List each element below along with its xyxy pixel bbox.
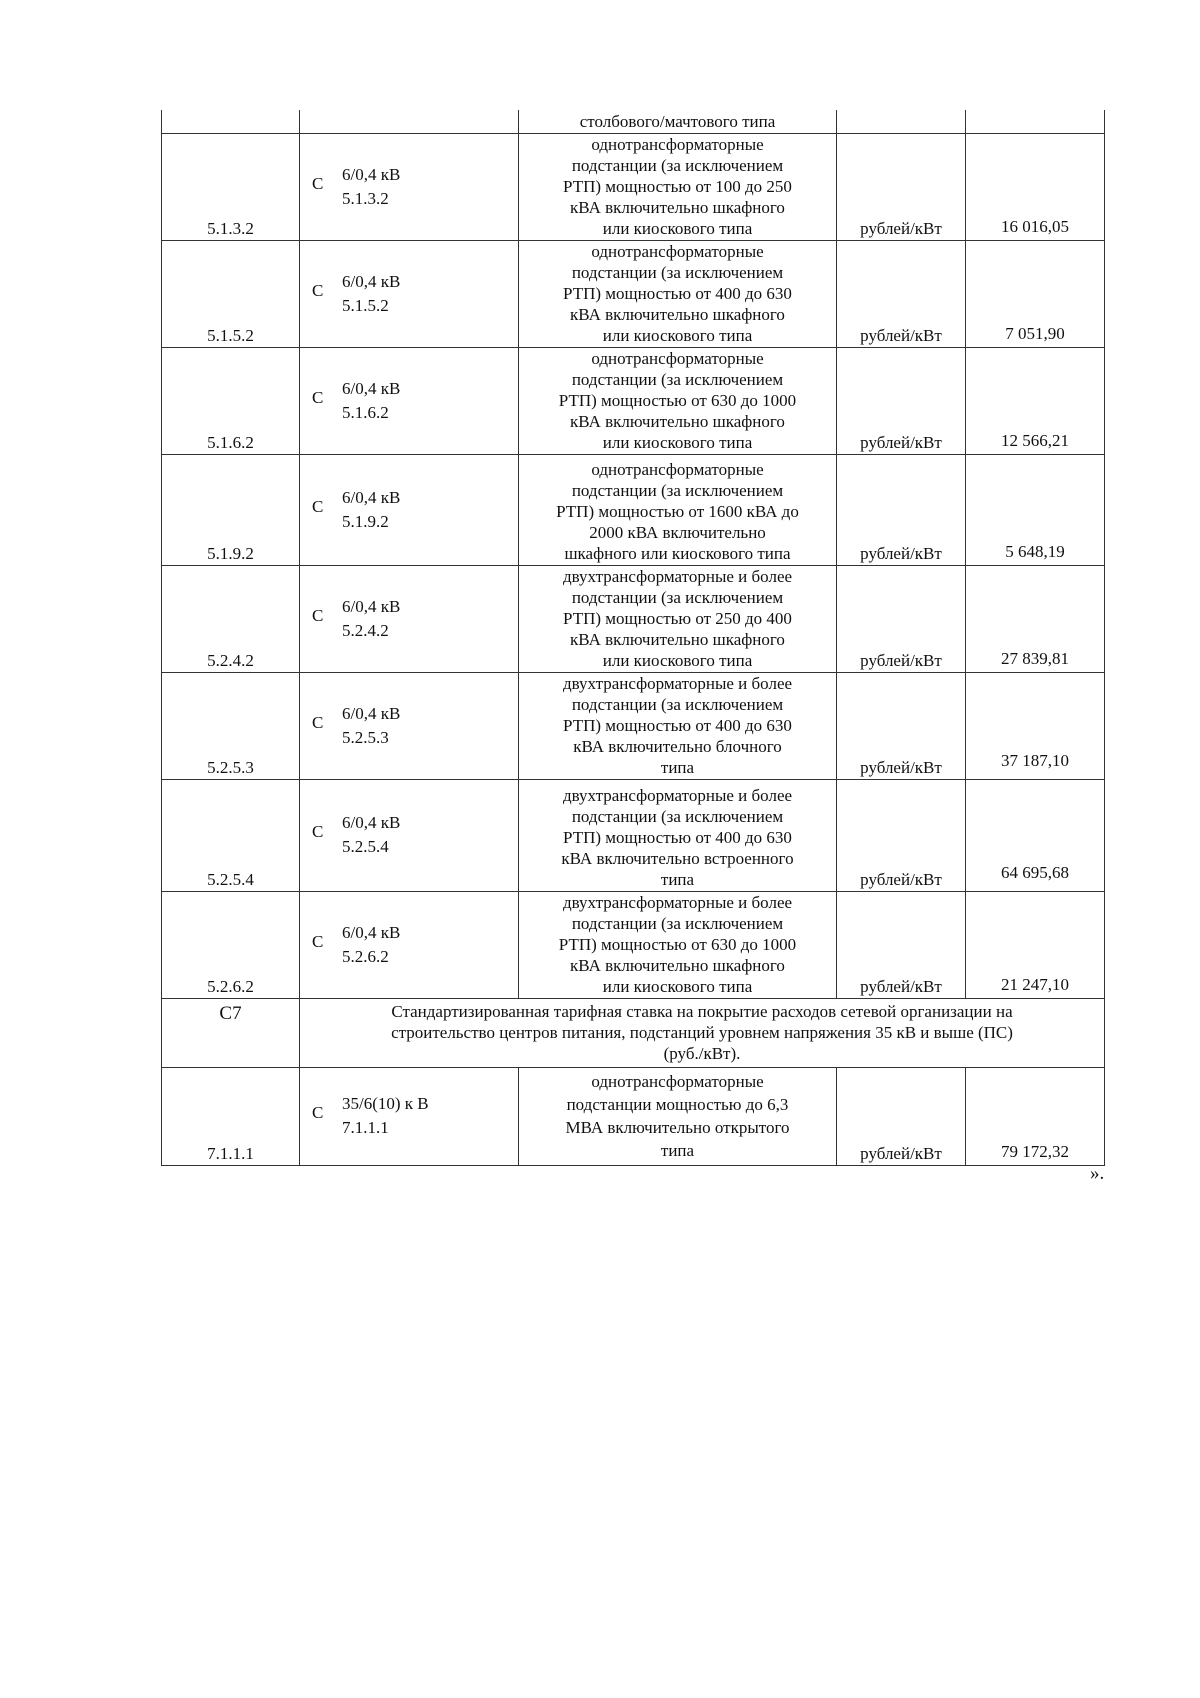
code-letter: С <box>312 931 324 951</box>
code-letter: С <box>312 173 324 193</box>
unit-cell: рублей/кВт <box>837 133 966 240</box>
code-cell <box>300 133 519 240</box>
description-line: двухтрансформаторные и более <box>562 566 793 586</box>
row-number: 5.2.6.2 <box>162 891 300 998</box>
code-letter: С <box>312 280 324 300</box>
row-number: 5.1.9.2 <box>162 454 300 565</box>
description-line: двухтрансформаторные и более <box>562 785 793 805</box>
description-line: или киоскового типа <box>602 650 753 670</box>
subcode-label: 5.2.5.3 <box>342 727 389 747</box>
voltage-label: 6/0,4 кВ <box>342 271 401 291</box>
subcode-label: 5.2.6.2 <box>342 946 389 966</box>
unit-cell: рублей/кВт <box>837 672 966 779</box>
description-line: РТП) мощностью от 250 до 400 <box>563 608 792 628</box>
value-cell: 79 172,32 <box>966 1067 1105 1165</box>
description-line: РТП) мощностью от 400 до 630 <box>563 715 792 735</box>
table-row <box>162 1067 1105 1165</box>
description-line: подстанции (за исключением <box>571 694 784 714</box>
description-line: однотрансформаторные <box>591 348 764 368</box>
table-cell-empty <box>966 110 1105 133</box>
table-row <box>162 891 1105 998</box>
description-line: кВА включительно шкафного <box>570 411 785 431</box>
code-cell <box>300 347 519 454</box>
unit-cell: рублей/кВт <box>837 891 966 998</box>
description-line: типа <box>660 1140 695 1160</box>
description-line: подстанции (за исключением <box>571 369 784 389</box>
description-line: подстанции (за исключением <box>571 587 784 607</box>
description-line: МВА включительно открытого <box>565 1117 790 1137</box>
description-cell <box>519 133 837 240</box>
description-line: кВА включительно шкафного <box>570 304 785 324</box>
description-line: подстанции (за исключением <box>571 480 784 500</box>
unit-cell: рублей/кВт <box>837 565 966 672</box>
row-number: 5.1.5.2 <box>162 240 300 347</box>
code-letter: С <box>312 822 324 841</box>
closing-quote-mark: ». <box>1090 1163 1105 1184</box>
code-cell <box>300 565 519 672</box>
table-row <box>162 565 1105 672</box>
subcode-label: 5.1.5.2 <box>342 295 389 315</box>
description-line: кВА включительно шкафного <box>570 629 785 649</box>
unit-cell: рублей/кВт <box>837 240 966 347</box>
code-cell <box>300 672 519 779</box>
subcode-label: 5.1.3.2 <box>342 188 389 208</box>
description-line: столбового/мачтового типа <box>579 111 776 131</box>
subcode-label: 5.1.9.2 <box>342 511 389 531</box>
table-row <box>162 779 1105 891</box>
description-line: или киоскового типа <box>602 218 753 238</box>
code-cell <box>300 1067 519 1165</box>
table-row <box>162 240 1105 347</box>
code-letter: С <box>312 1103 324 1122</box>
description-line: подстанции мощностью до 6,3 <box>566 1094 789 1114</box>
description-line: типа <box>660 757 695 777</box>
description-line: РТП) мощностью от 400 до 630 <box>563 827 792 847</box>
description-cell <box>519 565 837 672</box>
value-cell: 37 187,10 <box>966 672 1105 779</box>
description-line: типа <box>660 869 695 889</box>
description-line: или киоскового типа <box>602 325 753 345</box>
tariff-table <box>161 110 1105 1166</box>
table-cell-empty <box>300 110 519 133</box>
row-number: 5.1.3.2 <box>162 133 300 240</box>
value-cell: 16 016,05 <box>966 133 1105 240</box>
table-row <box>162 454 1105 565</box>
description-line: однотрансформаторные <box>591 134 764 154</box>
description-cell <box>519 110 837 133</box>
table-cell-empty <box>162 110 300 133</box>
description-line: двухтрансформаторные и более <box>562 892 793 912</box>
description-line: РТП) мощностью от 100 до 250 <box>563 176 792 196</box>
description-line: подстанции (за исключением <box>571 806 784 826</box>
description-line: кВА включительно шкафного <box>570 955 785 975</box>
description-line: РТП) мощностью от 1600 кВА до <box>556 501 799 521</box>
section-title-line: Стандартизированная тарифная ставка на покрытие расходов сетевой организации на <box>391 1001 1013 1021</box>
section-title <box>300 998 1105 1067</box>
voltage-label: 6/0,4 кВ <box>342 378 401 398</box>
unit-cell: рублей/кВт <box>837 1067 966 1165</box>
description-cell <box>519 240 837 347</box>
description-line: РТП) мощностью от 630 до 1000 <box>558 390 797 410</box>
subcode-label: 5.2.5.4 <box>342 837 389 856</box>
code-cell <box>300 240 519 347</box>
description-cell <box>519 672 837 779</box>
description-line: шкафного или киоскового типа <box>564 543 791 563</box>
description-line: однотрансформаторные <box>591 241 764 261</box>
section-title-line: строительство центров питания, подстанций уровнем напряжения 35 кВ и выше (ПС) <box>391 1022 1013 1042</box>
description-line: 2000 кВА включительно <box>589 522 766 542</box>
description-line: однотрансформаторные <box>591 459 764 479</box>
code-cell <box>300 891 519 998</box>
value-cell: 21 247,10 <box>966 891 1105 998</box>
code-cell <box>300 454 519 565</box>
value-cell: 7 051,90 <box>966 240 1105 347</box>
row-number: 5.2.5.4 <box>162 779 300 891</box>
code-letter: С <box>312 387 324 407</box>
unit-cell: рублей/кВт <box>837 454 966 565</box>
description-line: подстанции (за исключением <box>571 262 784 282</box>
value-cell: 27 839,81 <box>966 565 1105 672</box>
description-line: кВА включительно встроенного <box>561 848 794 868</box>
description-cell <box>519 891 837 998</box>
voltage-label: 6/0,4 кВ <box>342 813 401 832</box>
unit-cell: рублей/кВт <box>837 779 966 891</box>
description-line: подстанции (за исключением <box>571 913 784 933</box>
voltage-label: 6/0,4 кВ <box>342 922 401 942</box>
description-line: кВА включительно шкафного <box>570 197 785 217</box>
subcode-label: 5.1.6.2 <box>342 402 389 422</box>
code-cell <box>300 779 519 891</box>
value-cell: 64 695,68 <box>966 779 1105 891</box>
code-letter: С <box>312 712 324 732</box>
voltage-label: 35/6(10) к В <box>342 1094 429 1113</box>
table-row <box>162 110 1105 133</box>
row-number: 5.2.5.3 <box>162 672 300 779</box>
description-line: РТП) мощностью от 400 до 630 <box>563 283 792 303</box>
table-cell-empty <box>837 110 966 133</box>
value-cell: 12 566,21 <box>966 347 1105 454</box>
voltage-label: 6/0,4 кВ <box>342 164 401 184</box>
row-number: 7.1.1.1 <box>162 1067 300 1165</box>
voltage-label: 6/0,4 кВ <box>342 703 401 723</box>
description-line: двухтрансформаторные и более <box>562 673 793 693</box>
row-number: 5.2.4.2 <box>162 565 300 672</box>
subcode-label: 5.2.4.2 <box>342 620 389 640</box>
description-cell <box>519 1067 837 1165</box>
row-number: 5.1.6.2 <box>162 347 300 454</box>
description-line: или киоскового типа <box>602 976 753 996</box>
section-number: С7 <box>162 998 300 1067</box>
section-header-row <box>162 998 1105 1067</box>
description-line: или киоскового типа <box>602 432 753 452</box>
section-title-line: (руб./кВт). <box>663 1043 741 1063</box>
value-cell: 5 648,19 <box>966 454 1105 565</box>
description-line: однотрансформаторные <box>591 1071 764 1091</box>
table-row <box>162 672 1105 779</box>
description-cell <box>519 454 837 565</box>
unit-cell: рублей/кВт <box>837 347 966 454</box>
voltage-label: 6/0,4 кВ <box>342 487 401 507</box>
description-line: кВА включительно блочного <box>573 736 782 756</box>
description-cell <box>519 779 837 891</box>
code-letter: С <box>312 605 324 625</box>
table-row <box>162 133 1105 240</box>
table-row <box>162 347 1105 454</box>
code-letter: С <box>312 496 324 516</box>
description-line: подстанции (за исключением <box>571 155 784 175</box>
description-line: РТП) мощностью от 630 до 1000 <box>558 934 797 954</box>
subcode-label: 7.1.1.1 <box>342 1118 389 1137</box>
voltage-label: 6/0,4 кВ <box>342 596 401 616</box>
description-cell <box>519 347 837 454</box>
